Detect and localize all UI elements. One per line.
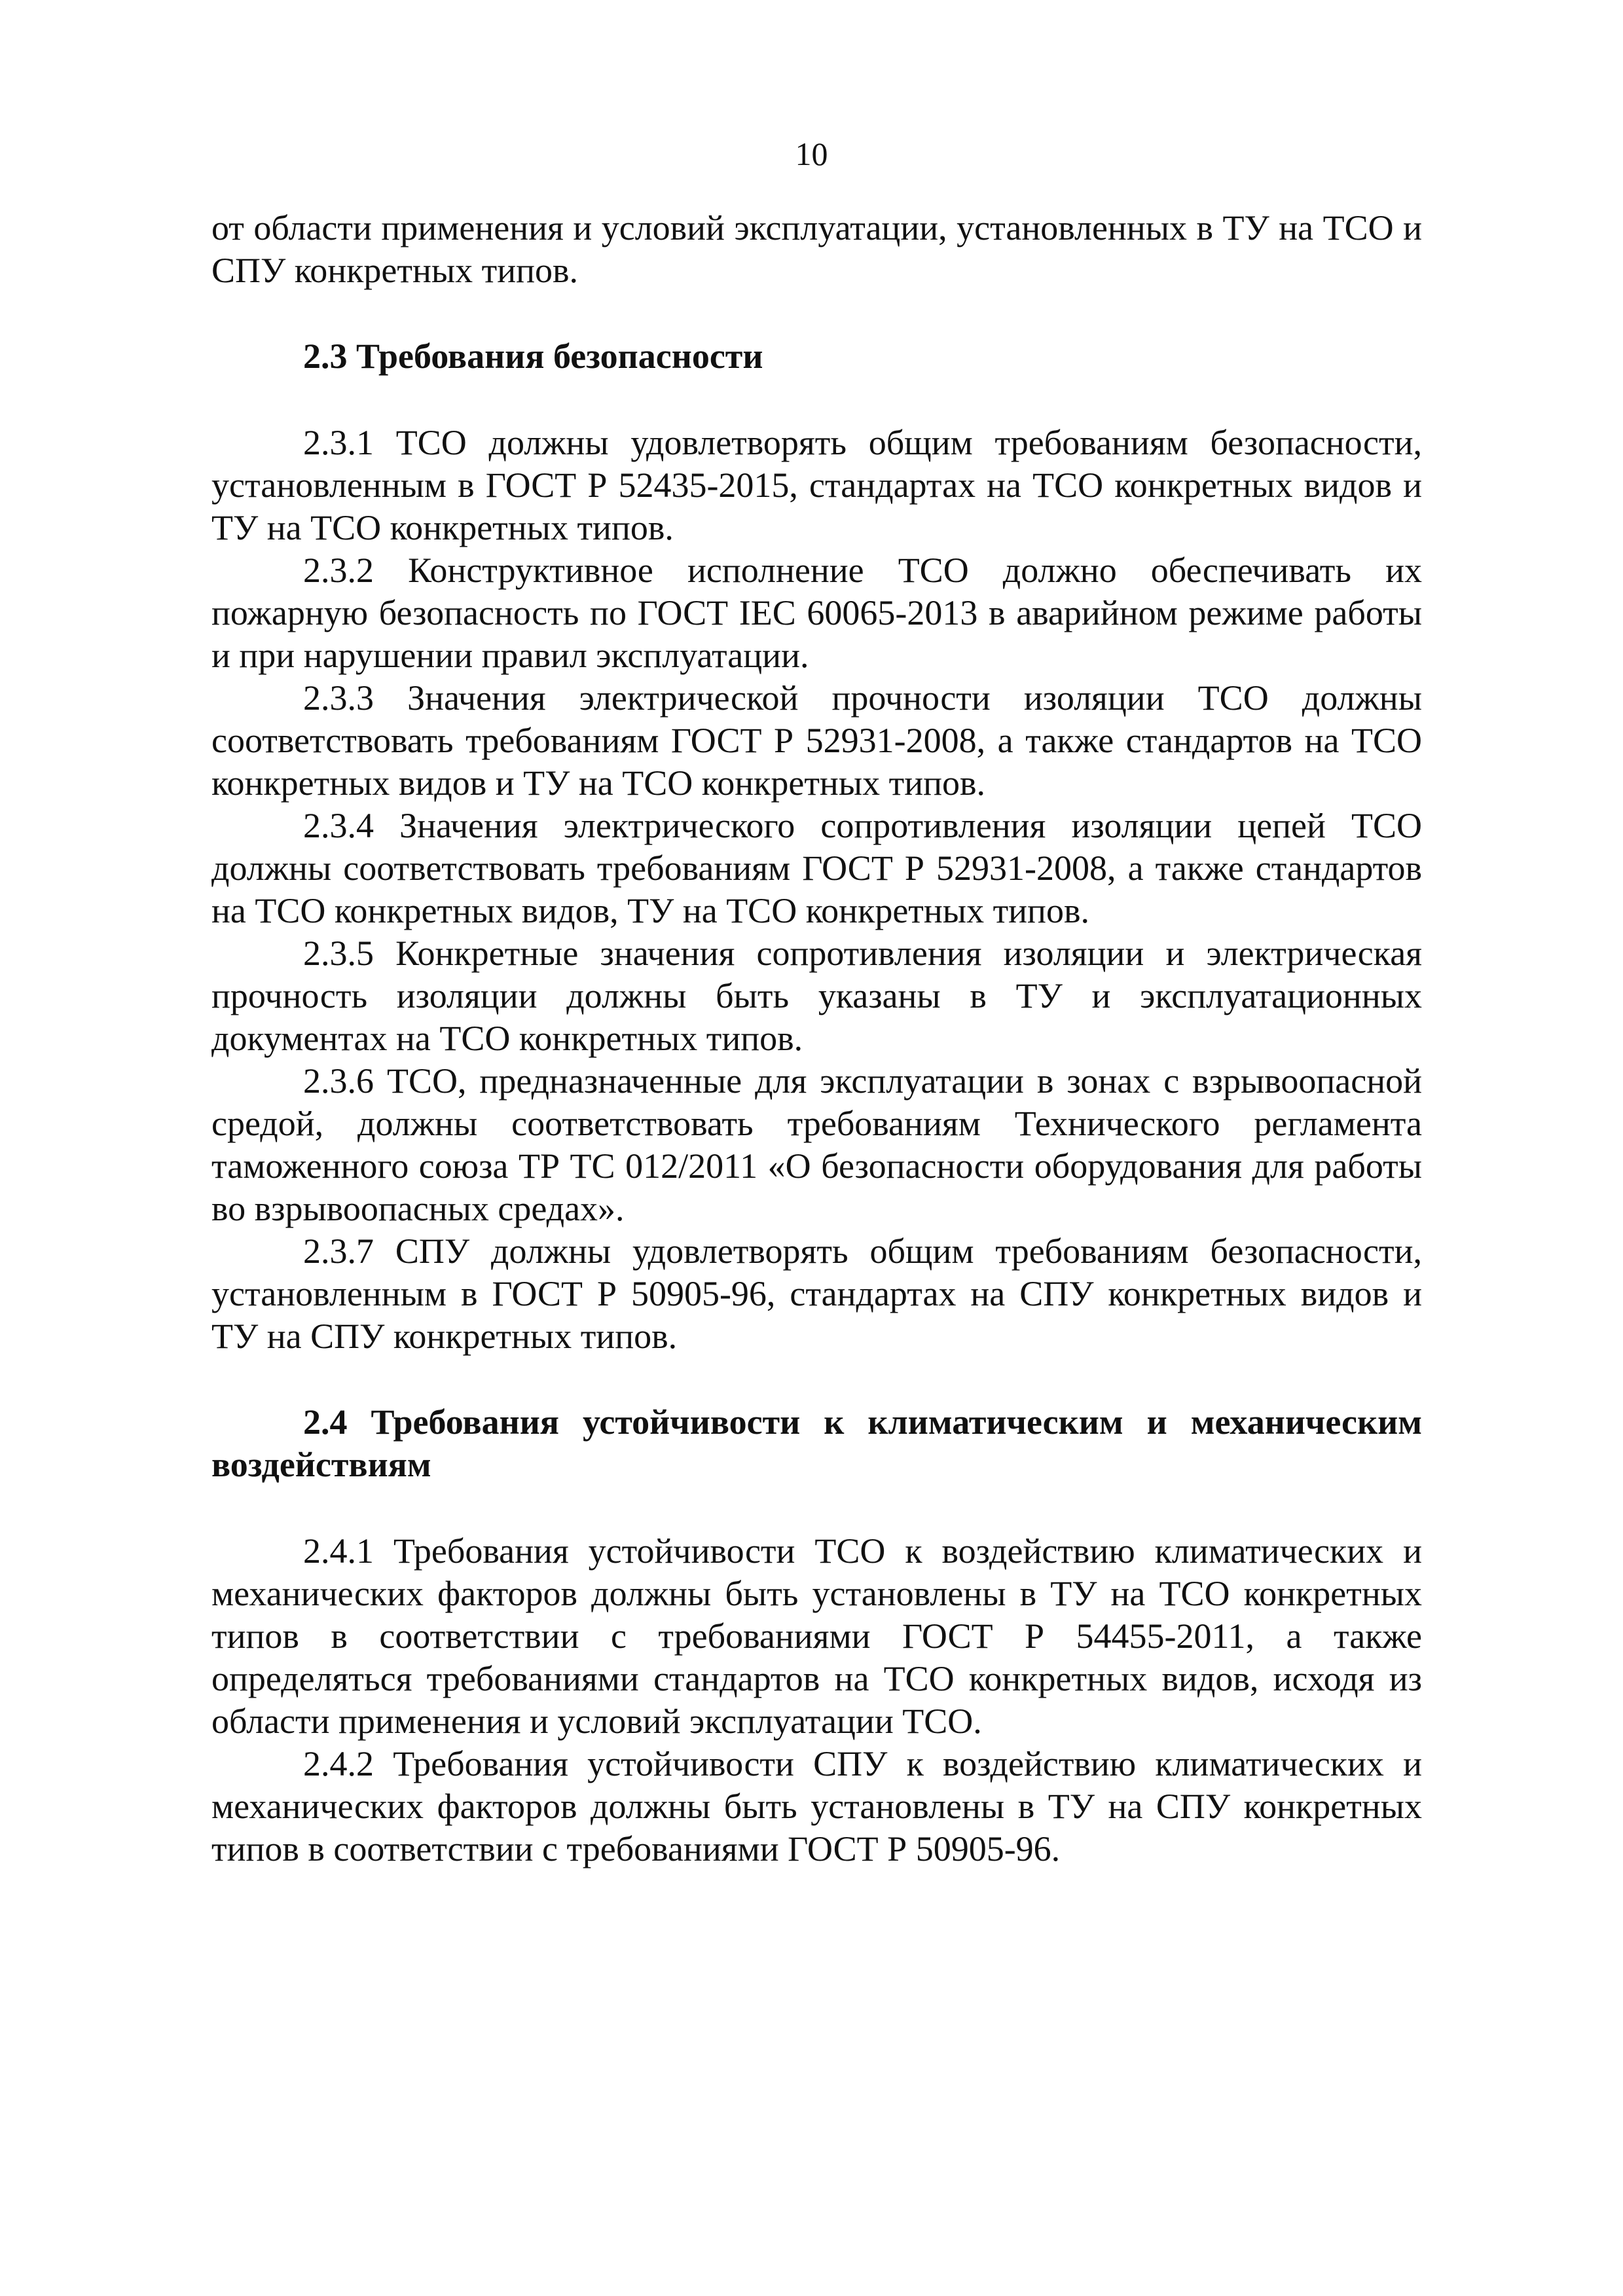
document-body [211, 207, 1422, 1870]
paragraph-2-4-1: 2.4.1 Требования устойчивости ТСО к воздействию климатических и механических факторов должны быть установлены в ТУ на ТСО конкретных типов в соответствии с требованиями ГОСТ Р 54455-2011, а также определяться требованиями стандартов на ТСО конкретных видов, исходя из области применения и условий эксплуатации ТСО. [211, 1531, 1422, 1741]
paragraph-2-3-1: 2.3.1 ТСО должны удовлетворять общим требованиям безопасности, установленным в ГОСТ Р 52435-2015, стандартах на ТСО конкретных видов и ТУ на ТСО конкретных типов. [211, 423, 1422, 547]
continuation-paragraph: от области применения и условий эксплуатации, установленных в ТУ на ТСО и СПУ конкретных типов. [211, 208, 1422, 290]
paragraph-2-3-2: 2.3.2 Конструктивное исполнение ТСО должно обеспечивать их пожарную безопасность по ГОСТ IEC 60065-2013 в аварийном режиме работы и при нарушении правил эксплуатации. [211, 551, 1422, 675]
section-heading-2-4: 2.4 Требования устойчивости к климатическим и механическим воздействиям [211, 1402, 1422, 1484]
section-heading-2-3: 2.3 Требования безопасности [303, 337, 763, 376]
paragraph-2-3-5: 2.3.5 Конкретные значения сопротивления изоляции и электрическая прочность изоляции должны быть указаны в ТУ и эксплуатационных документах на ТСО конкретных типов. [211, 934, 1422, 1058]
paragraph-2-3-7: 2.3.7 СПУ должны удовлетворять общим требованиям безопасности, установленным в ГОСТ Р 50905-96, стандартах на СПУ конкретных видов и ТУ на СПУ конкретных типов. [211, 1231, 1422, 1356]
page-number: 10 [795, 136, 828, 172]
paragraph-2-3-6: 2.3.6 ТСО, предназначенные для эксплуатации в зонах с взрывоопасной средой, должны соответствовать требованиям Технического регламента таможенного союза ТР ТС 012/2011 «О безопасности оборудования для работы во взрывоопасных средах». [211, 1061, 1422, 1228]
paragraph-2-3-4: 2.3.4 Значения электрического сопротивления изоляции цепей ТСО должны соответствовать требованиям ГОСТ Р 52931-2008, а также стандартов на ТСО конкретных видов, ТУ на ТСО конкретных типов. [211, 806, 1422, 930]
paragraph-2-4-2: 2.4.2 Требования устойчивости СПУ к воздействию климатических и механических факторов должны быть установлены в ТУ на СПУ конкретных типов в соответствии с требованиями ГОСТ Р 50905-96. [211, 1744, 1422, 1868]
paragraph-2-3-3: 2.3.3 Значения электрической прочности изоляции ТСО должны соответствовать требованиям ГОСТ Р 52931-2008, а также стандартов на ТСО конкретных видов и ТУ на ТСО конкретных типов. [211, 678, 1422, 803]
